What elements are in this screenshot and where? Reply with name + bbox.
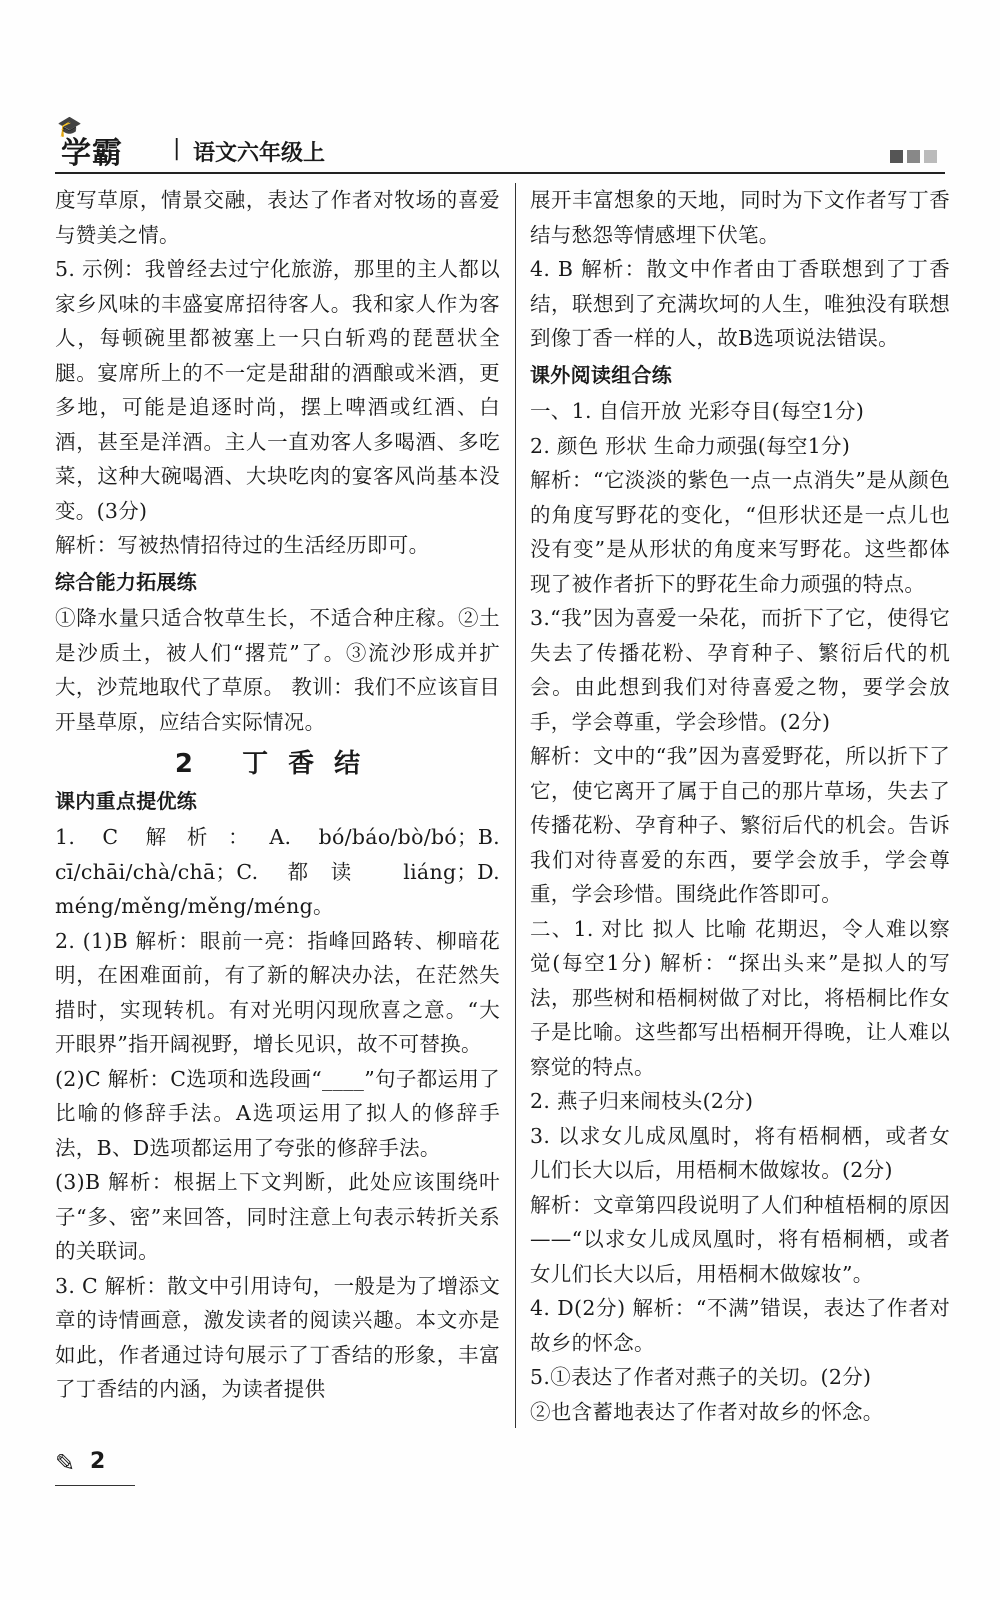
section-heading: 综合能力拓展练 <box>55 569 198 594</box>
book-title: 语文六年级上 <box>193 141 326 166</box>
answer-paragraph: 解析：写被热情招待过的生活经历即可。 <box>55 533 430 557</box>
graduation-cap-icon: 🎓 <box>57 114 82 138</box>
answer-paragraph: 二、1. 对比 拟人 比喻 花期迟，令人难以察觉(每空1分) 解析：“探出头来”是拟人的写法，那些树和梧桐树做了对比，将梧桐比作女子是比喻。这些都写出梧桐开得晚，让人难以察觉的特点。 <box>530 916 950 1079</box>
answer-paragraph: 解析：文中的“我”因为喜爱野花，所以折下了它，使它离开了属于自己的那片草场，失去了传播花粉、孕育种子、繁衍后代的机会。告诉我们对待喜爱的东西，要学会放手，学会尊重，学会珍惜。围绕此作答即可。 <box>530 744 950 906</box>
page-footer <box>55 1445 135 1486</box>
page-header <box>55 114 945 174</box>
answer-paragraph: (3)B 解析：根据上下文判断，此处应该围绕叶子“多、密”来回答，同时注意上句表示转折关系的关联词。 <box>55 1170 500 1263</box>
pencil-icon: ✎ <box>55 1449 76 1477</box>
header-separator: | <box>173 136 181 161</box>
answer-paragraph: 3. 以求女儿成凤凰时，将有梧桐栖，或者女儿们长大以后，用梧桐木做嫁妆。(2分) <box>530 1123 950 1182</box>
answer-paragraph: 4. D(2分) 解析：“不满”错误，表达了作者对故乡的怀念。 <box>530 1296 950 1355</box>
answer-paragraph: ①降水量只适合牧草生长，不适合种庄稼。②土是沙质土，被人们“撂荒”了。③流沙形成并扩大，沙荒地取代了草原。 教训：我们不应该盲目开垦草原，应结合实际情况。 <box>55 606 500 734</box>
lesson-title: 2 丁香结 <box>174 749 381 779</box>
right-column <box>530 183 950 1429</box>
answer-paragraph: 解析：文章第四段说明了人们种植梧桐的原因——“以求女儿成凤凰时，将有梧桐栖，或者女儿们长大以后，用梧桐木做嫁妆”。 <box>530 1192 950 1286</box>
page-number: 2 <box>90 1449 106 1474</box>
section-heading: 课内重点提优练 <box>55 788 198 813</box>
answer-paragraph: 解析：“它淡淡的紫色一点一点消失”是从颜色的角度写野花的变化，“但形状还是一点儿也没有变”是从形状的角度来写野花。这些都体现了被作者折下的野花生命力顽强的特点。 <box>530 468 950 596</box>
answer-paragraph: 1. C 解析：A. bó/báo/bò/bó；B. cī/chāi/chà/chā；C. 都读 liáng；D. méng/měng/měng/méng。 <box>55 825 500 918</box>
answer-paragraph: 2. 燕子归来闹枝头(2分) <box>530 1089 754 1113</box>
answer-paragraph: 3.“我”因为喜爱一朵花，而折下了它，使得它失去了传播花粉、孕育种子、繁衍后代的机会。由此想到我们对待喜爱之物，要学会放手，学会尊重，学会珍惜。(2分) <box>530 606 950 734</box>
answer-paragraph: (2)C 解析：C选项和选段画“____”句子都运用了比喻的修辞手法。A选项运用了拟人的修辞手法，B、D选项都运用了夸张的修辞手法。 <box>55 1066 500 1160</box>
answer-paragraph: 度写草原，情景交融，表达了作者对牧场的喜爱与赞美之情。 <box>55 188 500 247</box>
answer-paragraph: 展开丰富想象的天地，同时为下文作者写丁香结与愁怨等情感埋下伏笔。 <box>530 188 950 247</box>
section-heading: 课外阅读组合练 <box>530 362 673 387</box>
answer-paragraph: 4. B 解析：散文中作者由丁香联想到了丁香结，联想到了充满坎坷的人生，唯独没有联想到像丁香一样的人，故B选项说法错误。 <box>530 257 950 350</box>
answer-paragraph: 2. 颜色 形状 生命力顽强(每空1分) <box>530 433 851 458</box>
left-column <box>55 183 500 1407</box>
brand-logo: 学霸 <box>61 136 123 171</box>
decorative-squares-icon <box>886 148 937 167</box>
answer-paragraph: ②也含蓄地表达了作者对故乡的怀念。 <box>530 1399 884 1424</box>
column-divider <box>515 183 516 1428</box>
answer-paragraph: 5. 示例：我曾经去过宁化旅游，那里的主人都以家乡风味的丰盛宴席招待客人。我和家人作为客人，每顿碗里都被塞上一只白斩鸡的琵琶状全腿。宴席所上的不一定是甜甜的酒酿或米酒，更多地，可能是追逐时尚，摆上啤酒或红酒、白酒，甚至是洋酒。主人一直劝客人多喝酒、多吃菜，这种大碗喝酒、大块吃肉的宴客风尚基本没变。(3分) <box>55 257 500 523</box>
answer-paragraph: 一、1. 自信开放 光彩夺目(每空1分) <box>530 399 865 423</box>
answer-paragraph: 3. C 解析：散文中引用诗句，一般是为了增添文章的诗情画意，激发读者的阅读兴趣。本文亦是如此，作者通过诗句展示了丁香结的形象，丰富了丁香结的内涵，为读者提供 <box>55 1273 500 1401</box>
answer-paragraph: 2. (1)B 解析：眼前一亮：指峰回路转、柳暗花明，在困难面前，有了新的解决办法，在茫然失措时，实现转机。有对光明闪现欣喜之意。“大开眼界”指开阔视野，增长见识，故不可替换。 <box>55 928 500 1056</box>
answer-paragraph: 5.①表达了作者对燕子的关切。(2分) <box>530 1365 872 1389</box>
